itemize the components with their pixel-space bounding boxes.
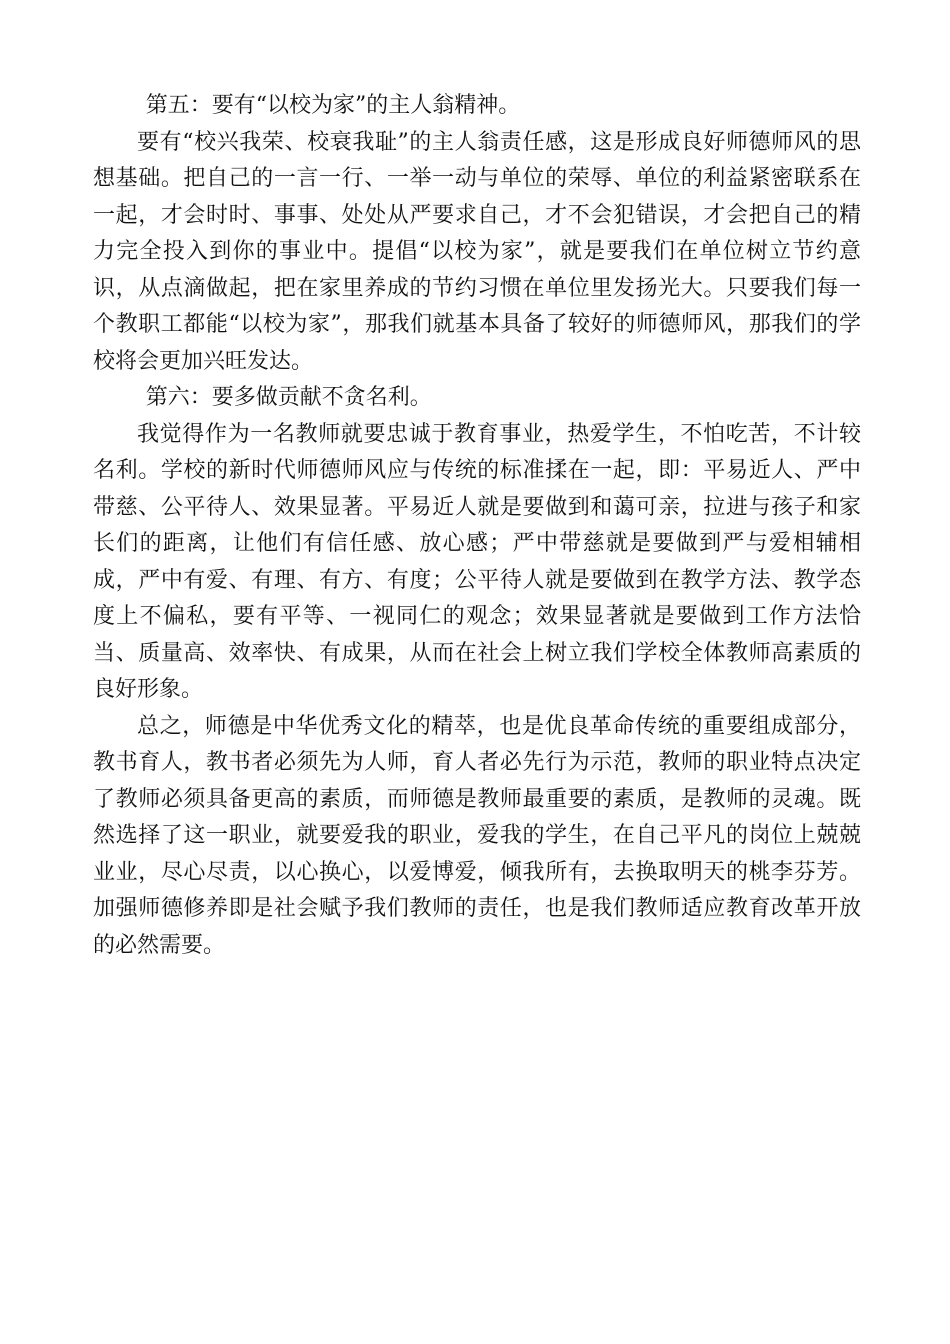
document-body xyxy=(93,88,861,964)
paragraph-conclusion: 总之，师德是中华优秀文化的精萃，也是优良革命传统的重要组成部分，教书育人，教书者必须先为人师，育人者必先行为示范，教师的职业特点决定了教师必须具备更高的素质，而师德是教师最重要的素质，是教师的灵魂。既然选择了这一职业，就要爱我的职业，爱我的学生，在自己平凡的岗位上兢兢业业，尽心尽责，以心换心，以爱博爱，倾我所有，去换取明天的桃李芬芳。加强师德修养即是社会赋予我们教师的责任，也是我们教师适应教育改革开放的必然需要。 xyxy=(93,713,861,958)
paragraph-school-as-home: 要有“校兴我荣、校衰我耻”的主人翁责任感，这是形成良好师德师风的思想基础。把自己的一言一行、一举一动与单位的荣辱、单位的利益紧密联系在一起，才会时时、事事、处处从严要求自己，才不会犯错误，才会把自己的精力完全投入到你的事业中。提倡“以校为家”，就是要我们在单位树立节约意识，从点滴做起，把在家里养成的节约习惯在单位里发扬光大。只要我们每一个教职工都能“以校为家”，那我们就基本具备了较好的师德师风，那我们的学校将会更加兴旺发达。 xyxy=(93,129,861,374)
section-heading-five: 第五：要有“以校为家”的主人翁精神。 xyxy=(145,93,521,118)
section-heading-six: 第六：要多做贡献不贪名利。 xyxy=(145,385,432,410)
paragraph-contribution: 我觉得作为一名教师就要忠诚于教育事业，热爱学生，不怕吃苦，不计较名利。学校的新时代师德师风应与传统的标准揉在一起，即：平易近人、严中带慈、公平待人、效果显著。平易近人就是要做到和蔼可亲，拉进与孩子和家长们的距离，让他们有信任感、放心感；严中带慈就是要做到严与爱相辅相成，严中有爱、有理、有方、有度；公平待人就是要做到在教学方法、教学态度上不偏私，要有平等、一视同仁的观念；效果显著就是要做到工作方法恰当、质量高、效率快、有成果，从而在社会上树立我们学校全体教师高素质的良好形象。 xyxy=(93,421,861,702)
